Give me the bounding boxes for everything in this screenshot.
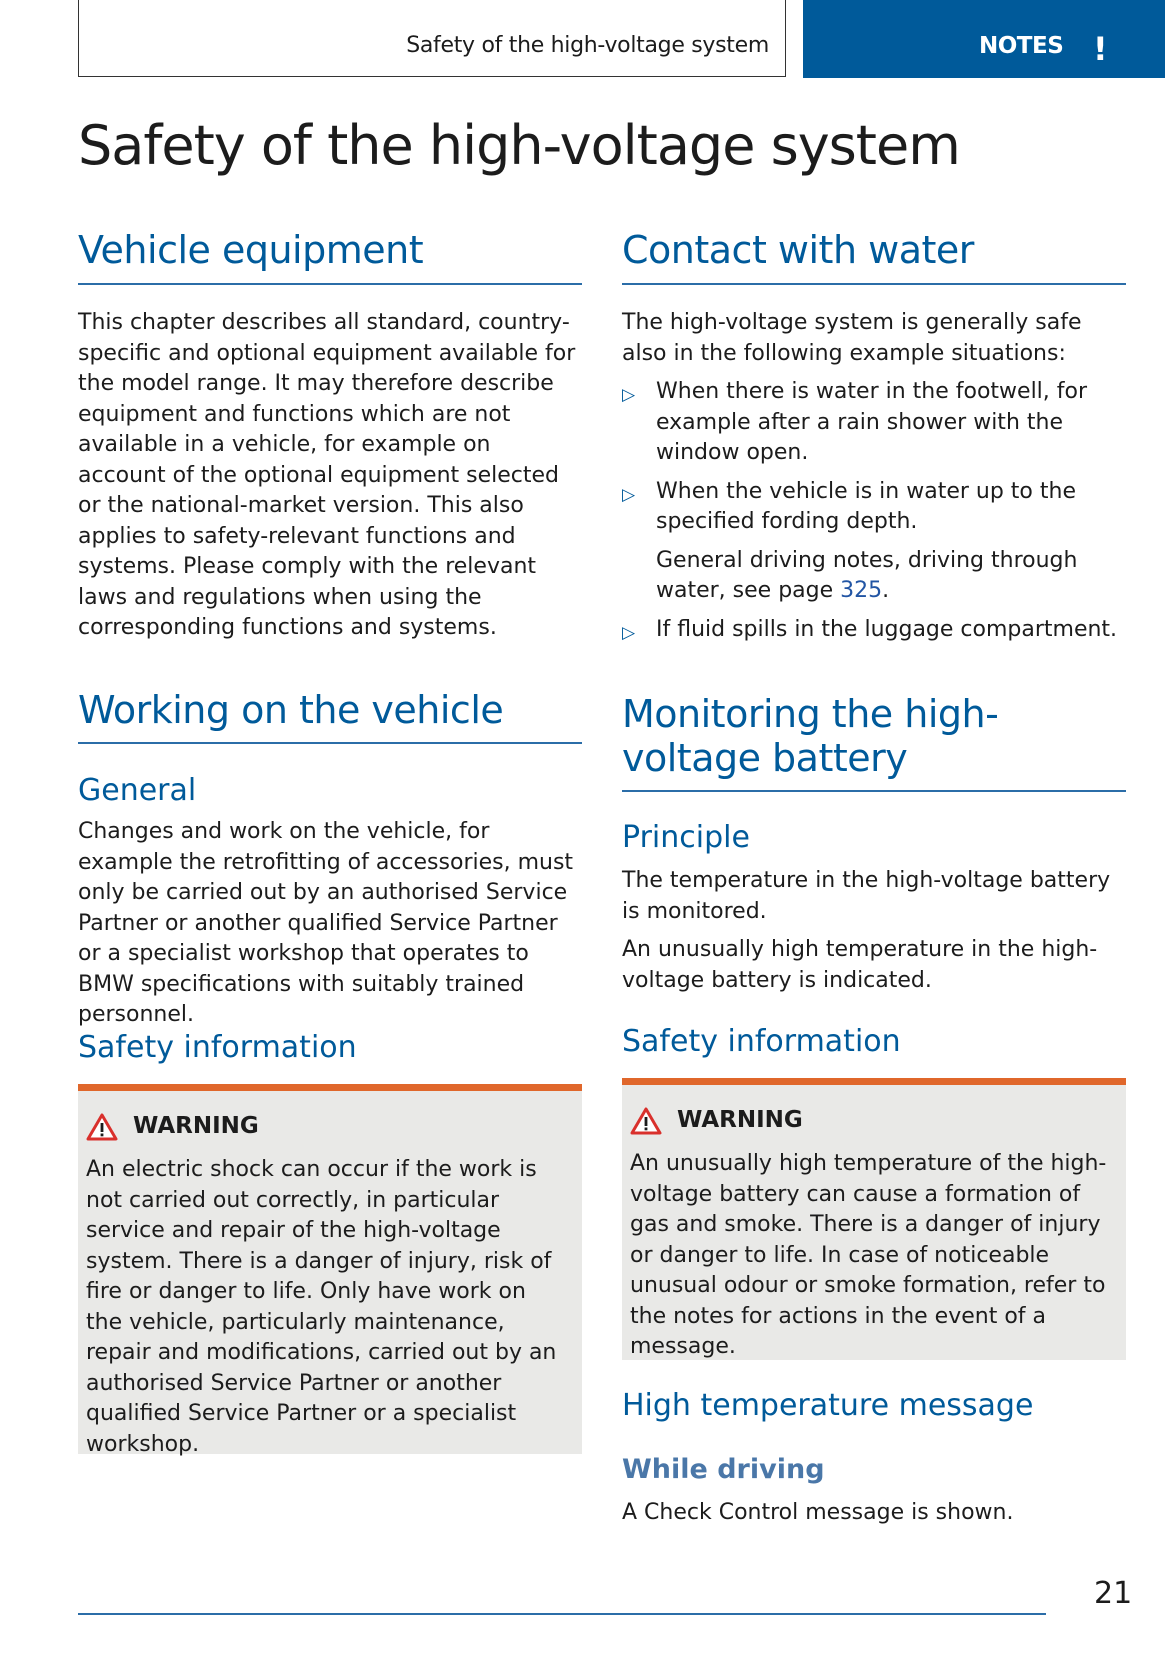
- heading-vehicle-equipment: Vehicle equipment: [78, 228, 424, 272]
- driving-notes-reference: General driving notes, driving through water, see page 325.: [656, 547, 1078, 603]
- principle-text-2: An unusually high temperature in the high-voltage battery is indicated.: [622, 937, 1098, 993]
- triangle-bullet-icon: ▷: [622, 385, 636, 405]
- subheading-high-temperature-message: High temperature message: [622, 1388, 1034, 1423]
- heading-contact-with-water: Contact with water: [622, 228, 974, 272]
- warning-title: WARNING: [133, 1113, 259, 1139]
- triangle-bullet-icon: ▷: [622, 622, 636, 643]
- exclamation-icon: !: [1093, 30, 1108, 68]
- warning-triangle-icon: [86, 1113, 118, 1141]
- list-item: ▷ When the vehicle is in water up to the specified fording depth.: [622, 478, 1076, 534]
- triangle-bullet-icon: ▷: [622, 484, 636, 505]
- page-reference-link[interactable]: 325: [840, 578, 883, 603]
- warning-box: [622, 1078, 1126, 1360]
- warning-box: [78, 1084, 582, 1457]
- heading-rule: [622, 790, 1126, 792]
- subheading-general: General: [78, 773, 197, 808]
- heading-monitoring-battery: Monitoring the high-voltage battery: [622, 692, 999, 780]
- page-number: 21: [1094, 1576, 1133, 1611]
- running-title: Safety of the high-voltage system: [406, 33, 769, 58]
- subheading-safety-information: Safety information: [78, 1030, 357, 1065]
- subheading-while-driving: While driving: [622, 1454, 825, 1485]
- list-item: ▷ When there is water in the footwell, for example after a rain shower with the window open.: [622, 379, 1088, 465]
- footer-rule: [78, 1613, 1046, 1615]
- general-text: Changes and work on the vehicle, for example the retrofitting of accessories, must only be carried out by an authorised Service Partner or another qualified Service Partner or a specialist workshop that operates to BMW specifications with suitably trained personnel.: [78, 819, 574, 1027]
- vehicle-equipment-text: This chapter describes all standard, country-specific and optional equipment available for the model range. It may therefore describe equipment and functions which are not available in a vehicle, for example on account of the optional equipment selected or the national-market version. This also applies to safety-relevant functions and systems. Please comply with the relevant laws and regulations when using the corresponding functions and systems.: [78, 310, 576, 640]
- water-intro-text: The high-voltage system is generally safe also in the following example situations:: [622, 310, 1082, 366]
- warning-text: An electric shock can occur if the work is not carried out correctly, in particular service and repair of the high-voltage system. There is a danger of injury, risk of fire or danger to life. Only have work on the vehicle, particularly maintenance, repair and modifications, carried out by an authorised Service Partner or another qualified Service Partner or a specialist workshop.: [86, 1157, 557, 1457]
- right-column: [622, 0, 1126, 1653]
- subheading-principle: Principle: [622, 820, 750, 855]
- warning-title: WARNING: [677, 1107, 803, 1133]
- left-column: [78, 0, 582, 1653]
- list-item: ▷ If fluid spills in the luggage compartment.: [622, 615, 1126, 646]
- heading-working-on-vehicle: Working on the vehicle: [78, 688, 504, 732]
- subheading-safety-information: Safety information: [622, 1024, 901, 1059]
- page-title: Safety of the high-voltage system: [78, 114, 960, 177]
- warning-triangle-icon: [630, 1107, 662, 1135]
- while-driving-text: A Check Control message is shown.: [622, 1500, 1014, 1525]
- warning-bar: [622, 1078, 1126, 1085]
- heading-rule: [622, 283, 1126, 285]
- heading-rule: [78, 742, 582, 744]
- principle-text-1: The temperature in the high-voltage battery is monitored.: [622, 868, 1111, 924]
- warning-bar: [78, 1084, 582, 1091]
- warning-text: An unusually high temperature of the high-voltage battery can cause a formation of gas and smoke. There is a danger of injury or danger to life. In case of noticeable unusual odour or smoke formation, refer to the notes for actions in the event of a message.: [630, 1151, 1107, 1359]
- water-situations-list: [622, 377, 1126, 653]
- notes-tab-label: NOTES: [979, 33, 1064, 59]
- heading-rule: [78, 283, 582, 285]
